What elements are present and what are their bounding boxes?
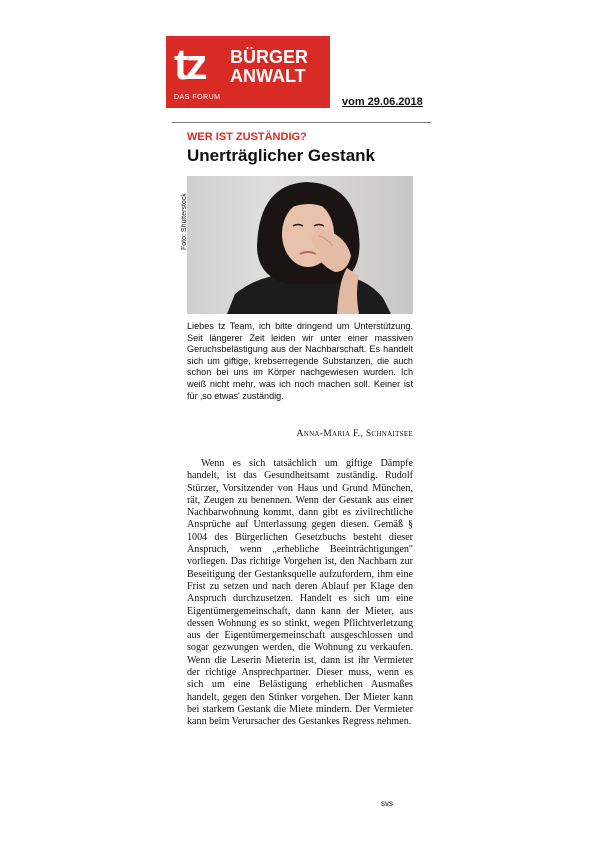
tz-buerger-anwalt-logo	[166, 36, 330, 108]
letter-signature: Anna-Maria F., Schnaitsee	[296, 429, 413, 439]
photo-credit: Foto: Shutterstock	[181, 193, 188, 250]
logo-subtitle: DAS FORUM	[174, 94, 221, 101]
woman-holding-nose-illustration	[187, 176, 413, 314]
answer-text: Wenn es sich tatsächlich um giftige Dämpfe handelt, ist das Gesundheitsamt zuständig. Rudolf Stürzer, Vorsitzender von Haus und Grund München, rät, Zeugen zu benennen. Wenn der Gestank aus einer Nachbarwohnung kommt, dann gibt es zivilrechtliche Ansprüche auf Unterlassung gegen diesen. Gemäß § 1004 des Bürgerlichen Gesetzbuchs besteht dieser Anspruch, wenn „erhebliche Beeinträchtigungen" vorliegen. Das richtige Vorgehen ist, den Nachbarn zur Beseitigung der Gestanksquelle aufzufordern, ihm eine Frist zu setzen und nach deren Ablauf per Klage den Anspruch durchzusetzen. Handelt es sich um eine Eigentümergemeinschaft, dann kann der Mieter, aus dessen Wohnung es so stinkt, wegen Pflichtverletzung aus der Eigentümergemeinschaft ausgeschlossen und sogar gezwungen werden, die Wohnung zu verkaufen. Wenn die Leserin Mieterin ist, dann ist ihr Vermieter der richtige Ansprechpartner. Dieser muss, wenn es sich um eine Belästigung erheblichen Ausmaßes handelt, gegen den Stinker vorgehen. Der Mieter kann bei starkem Gestank die Miete mindern. Der Vermieter kann beim Verursacher des Gestankes Regress nehmen.	[187, 458, 413, 728]
publication-date: vom 29.06.2018	[342, 96, 423, 108]
expert-answer	[187, 458, 413, 729]
article-photo	[187, 176, 413, 314]
logo-line-buerger: BÜRGER	[230, 47, 309, 67]
article-headline: Unerträglicher Gestank	[187, 146, 376, 165]
author-initials: svs	[381, 799, 393, 808]
logo-line-anwalt: ANWALT	[230, 66, 306, 86]
header-divider	[172, 122, 431, 123]
reader-letter: Liebes tz Team, ich bitte dringend um Unterstützung. Seit längerer Zeit leiden wir unter einer massiven Geruchsbelästigung aus der Nachbarschaft. Es handelt sich um giftige, krebserregende Substanzen, die auch schon bei uns im Körper nachgewiesen wurden. Ich weiß nicht mehr, was ich noch machen soll. Keiner ist für ‚so etwas' zuständig.	[187, 321, 413, 401]
logo-tz-mark: tz	[174, 40, 205, 89]
article-kicker: WER IST ZUSTÄNDIG?	[187, 131, 307, 143]
